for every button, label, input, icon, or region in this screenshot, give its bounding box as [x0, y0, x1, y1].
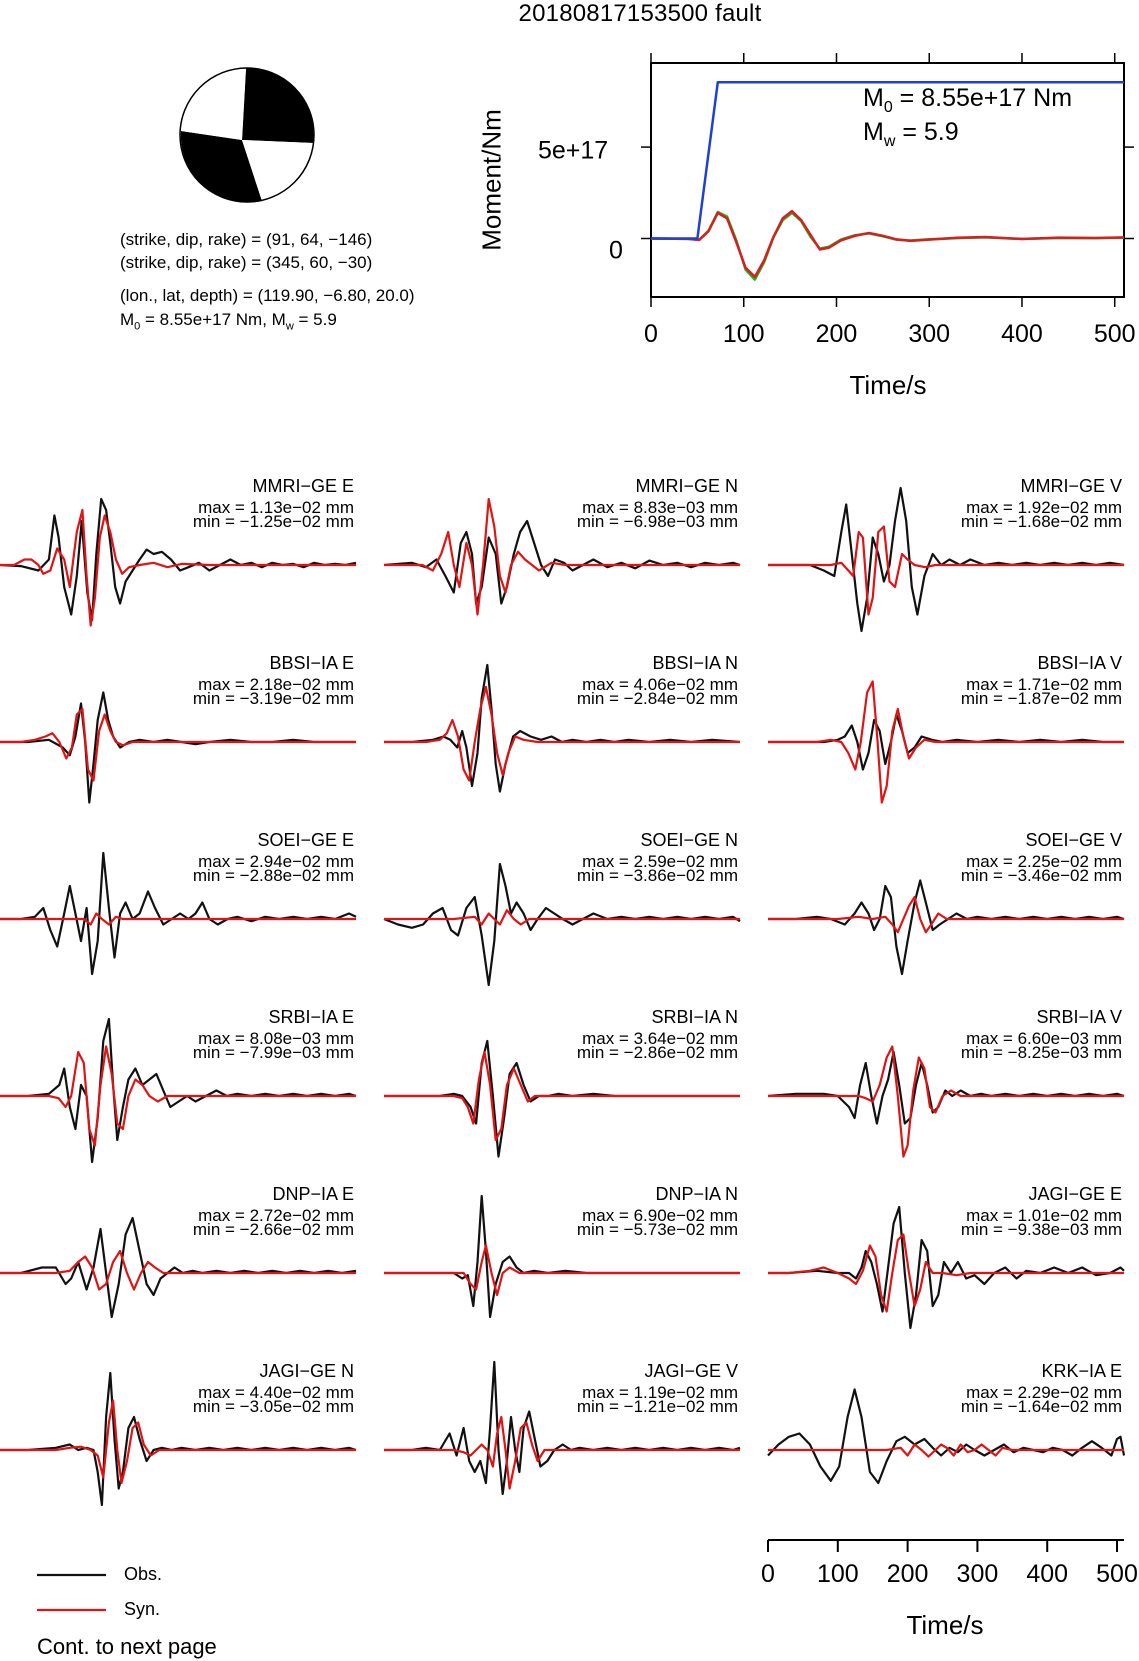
trace-min-label: min = −3.86e−02 mm: [576, 866, 738, 885]
station-label: JAGI−GE E: [1028, 1184, 1122, 1204]
observed-waveform: [768, 1052, 1124, 1124]
station-label: BBSI−IA V: [1037, 653, 1122, 673]
trace-x-tick-label: 0: [761, 1560, 775, 1588]
moment-y-axis-label: Moment/Nm: [476, 109, 507, 251]
trace-min-label: min = −1.64e−02 mm: [960, 1397, 1122, 1416]
trace-x-axis-label: Time/s: [906, 1610, 984, 1640]
moment-series-line: [651, 212, 1124, 280]
trace-panel: [768, 881, 1124, 975]
trace-max-label: max = 2.94e−02 mm: [198, 852, 354, 871]
trace-max-label: max = 1.71e−02 mm: [966, 675, 1122, 694]
mw-subscript: w: [883, 133, 896, 150]
trace-max-label: max = 2.29e−02 mm: [966, 1383, 1122, 1402]
station-label: DNP−IA N: [655, 1184, 738, 1204]
station-label: SOEI−GE V: [1025, 830, 1122, 850]
moment-x-axis-label: Time/s: [849, 370, 927, 400]
trace-min-label: min = −1.21e−02 mm: [576, 1397, 738, 1416]
trace-panel: [768, 1047, 1124, 1157]
observed-waveform: [768, 881, 1124, 975]
trace-min-label: min = −2.86e−02 mm: [576, 1043, 738, 1062]
station-label: SRBI−IA V: [1036, 1007, 1122, 1027]
moment-x-tick-label: 100: [722, 320, 765, 348]
mw-value: = 5.9: [293, 310, 337, 329]
trace-x-tick-label: 300: [956, 1560, 999, 1588]
station-label: SOEI−GE N: [640, 830, 738, 850]
trace-x-tick-label: 100: [816, 1560, 859, 1588]
m0-symbol: M: [120, 310, 135, 329]
m0-value: = 8.55e+17 Nm: [892, 84, 1073, 112]
focal-mechanism-beachball: [180, 68, 314, 203]
trace-min-label: min = −7.99e−03 mm: [192, 1043, 354, 1062]
trace-max-label: max = 8.08e−03 mm: [198, 1029, 354, 1048]
mechanism-plane-2: (strike, dip, rake) = (345, 60, −30): [120, 253, 373, 272]
trace-min-label: min = −2.88e−02 mm: [192, 866, 354, 885]
synthetic-waveform: [0, 709, 356, 781]
moment-y-tick: 5e+17: [538, 136, 609, 165]
station-label: KRK−IA E: [1041, 1361, 1122, 1381]
moment-x-tick-label: 0: [644, 320, 658, 348]
moment-series-line: [651, 211, 1124, 277]
trace-max-label: max = 4.06e−02 mm: [582, 675, 738, 694]
mw-subscript: w: [285, 320, 294, 333]
mechanism-plane-1: (strike, dip, rake) = (91, 64, −146): [120, 230, 373, 249]
trace-min-label: min = −1.25e−02 mm: [192, 512, 354, 531]
trace-max-label: max = 3.64e−02 mm: [582, 1029, 738, 1048]
trace-min-label: min = −1.68e−02 mm: [960, 512, 1122, 531]
trace-max-label: max = 6.90e−02 mm: [582, 1206, 738, 1225]
station-label: SOEI−GE E: [257, 830, 354, 850]
trace-min-label: min = −2.66e−02 mm: [192, 1220, 354, 1239]
legend-syn-label: Syn.: [124, 1599, 161, 1619]
trace-max-label: max = 2.59e−02 mm: [582, 852, 738, 871]
trace-max-label: max = 1.19e−02 mm: [582, 1383, 738, 1402]
mw-value: = 5.9: [895, 118, 959, 146]
trace-min-label: min = −6.98e−03 mm: [576, 512, 738, 531]
trace-time-axis: [768, 1540, 1124, 1552]
synthetic-waveform: [768, 1235, 1124, 1312]
synthetic-waveform: [768, 1047, 1124, 1157]
trace-max-label: max = 4.40e−02 mm: [198, 1383, 354, 1402]
footer-note: Cont. to next page: [37, 1634, 217, 1659]
m0-subscript: 0: [134, 320, 141, 333]
mechanism-location: (lon., lat, depth) = (119.90, −6.80, 20.0): [120, 286, 415, 305]
m0-symbol: M: [863, 84, 884, 112]
trace-max-label: max = 2.18e−02 mm: [198, 675, 354, 694]
moment-mw-label: [863, 118, 959, 151]
legend-obs-label: Obs.: [124, 1564, 163, 1584]
station-label: BBSI−IA E: [269, 653, 354, 673]
station-label: JAGI−GE V: [644, 1361, 738, 1381]
station-label: JAGI−GE N: [259, 1361, 354, 1381]
mechanism-moment: [120, 310, 337, 332]
trace-max-label: max = 1.01e−02 mm: [966, 1206, 1122, 1225]
beachball-quadrant: [181, 68, 246, 140]
synthetic-waveform: [384, 1417, 740, 1489]
moment-x-tick-label: 500: [1093, 320, 1136, 348]
station-label: MMRI−GE N: [635, 476, 738, 496]
legend: [37, 1575, 106, 1610]
trace-min-label: min = −3.05e−02 mm: [192, 1397, 354, 1416]
station-label: MMRI−GE E: [252, 476, 354, 496]
observed-waveform: [384, 1362, 740, 1494]
trace-min-label: min = −8.25e−03 mm: [960, 1043, 1122, 1062]
synthetic-waveform: [768, 897, 1124, 932]
station-label: SRBI−IA E: [268, 1007, 354, 1027]
trace-max-label: max = 1.92e−02 mm: [966, 498, 1122, 517]
figure-title: 20180817153500 fault: [518, 0, 762, 27]
trace-max-label: max = 2.72e−02 mm: [198, 1206, 354, 1225]
moment-x-tick-label: 300: [908, 320, 951, 348]
trace-min-label: min = −5.73e−02 mm: [576, 1220, 738, 1239]
trace-panel: [0, 693, 356, 803]
moment-x-tick-label: 400: [1001, 320, 1043, 348]
synthetic-waveform: [384, 1052, 740, 1140]
trace-max-label: max = 8.83e−03 mm: [582, 498, 738, 517]
station-label: BBSI−IA N: [652, 653, 738, 673]
trace-max-label: max = 1.13e−02 mm: [198, 498, 354, 517]
mw-symbol: M: [863, 118, 884, 146]
station-label: SRBI−IA N: [651, 1007, 738, 1027]
trace-min-label: min = −3.46e−02 mm: [960, 866, 1122, 885]
station-label: MMRI−GE V: [1020, 476, 1122, 496]
station-label: DNP−IA E: [272, 1184, 354, 1204]
trace-x-tick-label: 500: [1096, 1560, 1138, 1588]
trace-panel: [384, 1362, 740, 1494]
trace-x-tick-label: 400: [1026, 1560, 1069, 1588]
trace-min-label: min = −1.87e−02 mm: [960, 689, 1122, 708]
trace-max-label: max = 6.60e−03 mm: [966, 1029, 1122, 1048]
trace-panels: [0, 488, 1124, 1505]
moment-x-tick-label: 200: [815, 320, 858, 348]
trace-min-label: min = −2.84e−02 mm: [576, 689, 738, 708]
m0-subscript: 0: [883, 99, 893, 116]
trace-x-tick-label: 200: [886, 1560, 929, 1588]
observed-waveform: [0, 693, 356, 803]
trace-max-label: max = 2.25e−02 mm: [966, 852, 1122, 871]
moment-m0-label: [863, 84, 1072, 117]
trace-min-label: min = −9.38e−03 mm: [960, 1220, 1122, 1239]
beachball-quadrant: [242, 68, 313, 143]
trace-min-label: min = −3.19e−02 mm: [192, 689, 354, 708]
moment-y-tick: 0: [609, 236, 623, 265]
m0-value: = 8.55e+17 Nm, M: [140, 310, 286, 329]
